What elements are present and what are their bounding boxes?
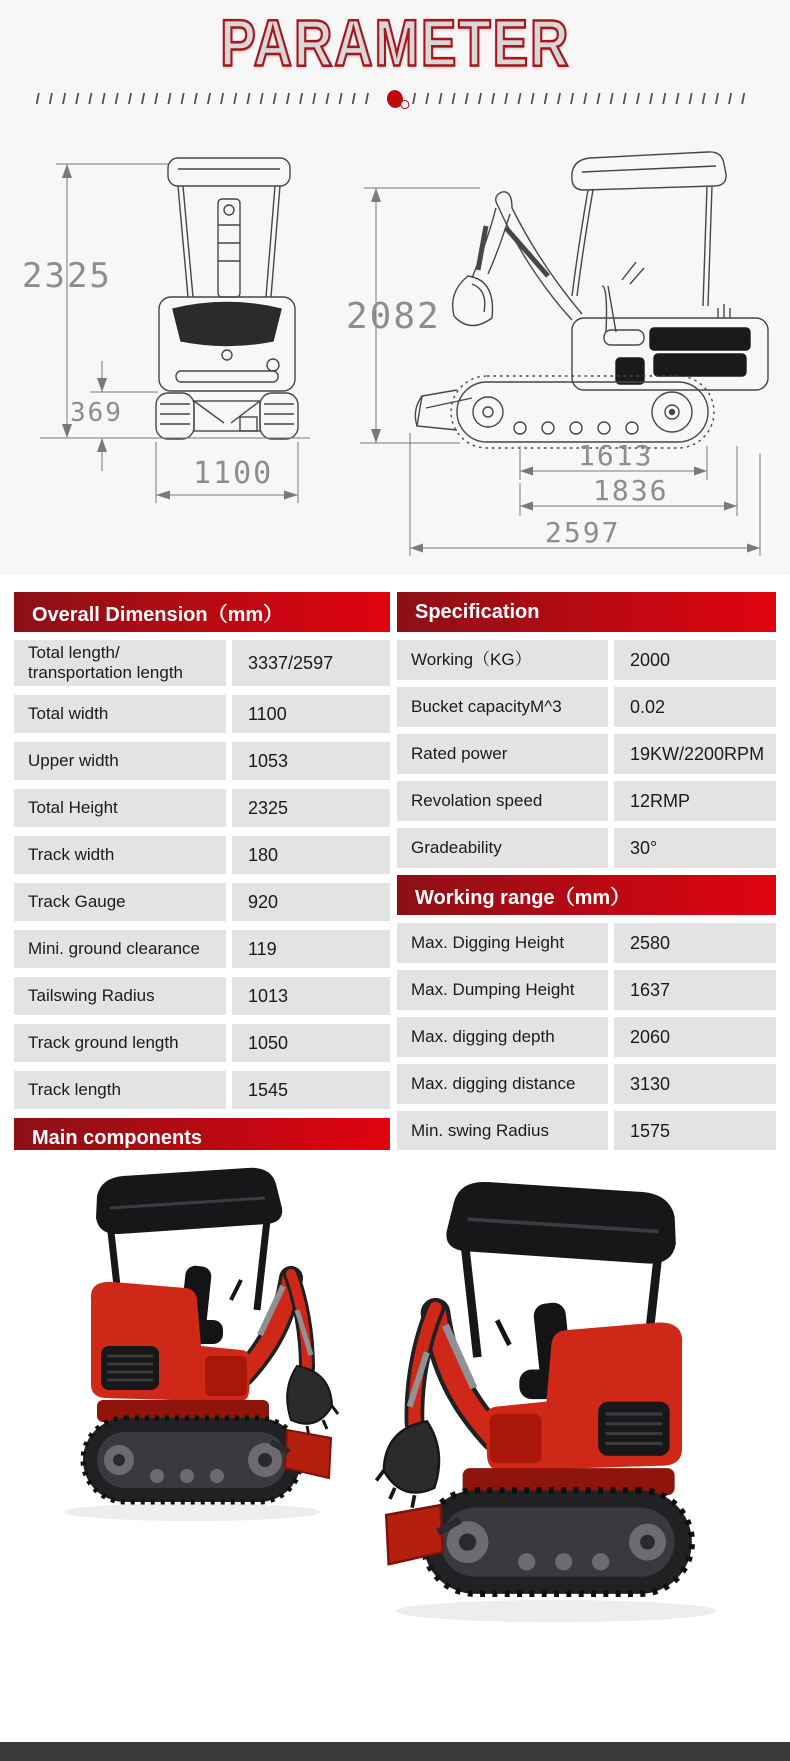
table-row <box>14 742 390 780</box>
table-row <box>14 1071 390 1109</box>
rear-view-drawing <box>10 125 320 525</box>
dim-label-total-height: 2325 <box>22 256 112 296</box>
table-row <box>397 828 776 868</box>
table-row <box>14 883 390 921</box>
slash-pattern-right: ////////////////////////// <box>412 90 755 108</box>
red-dot-icon <box>385 89 404 110</box>
spec-value: 1050 <box>232 1024 390 1062</box>
working-range-header: Working range（mm） <box>397 875 776 915</box>
excavator-illustration-mirrored <box>376 1182 716 1622</box>
table-row <box>14 789 390 827</box>
page-title: PARAMETER <box>219 5 571 80</box>
spec-value: 119 <box>232 930 390 968</box>
spec-label: Gradeability <box>397 828 608 868</box>
spec-value: 2325 <box>232 789 390 827</box>
table-row <box>397 781 776 821</box>
spec-value: 0.02 <box>614 687 776 727</box>
spec-label: Track Gauge <box>14 883 226 921</box>
table-row <box>14 640 390 686</box>
spec-value: 12RMP <box>614 781 776 821</box>
spec-label: Max. digging distance <box>397 1064 608 1104</box>
excavator-illustration <box>65 1168 338 1521</box>
table-row <box>397 734 776 774</box>
excavator-photo-right <box>350 1160 770 1690</box>
spec-label: Total Height <box>14 789 226 827</box>
table-row <box>397 1064 776 1104</box>
spec-label: Track ground length <box>14 1024 226 1062</box>
side-view-drawing <box>320 128 790 560</box>
spec-label: Mini. ground clearance <box>14 930 226 968</box>
spec-label: Total length/ transportation length <box>14 640 226 686</box>
dim-label-outer-length: 2597 <box>545 516 621 549</box>
spec-label: Min. swing Radius <box>397 1111 608 1151</box>
spec-value: 2580 <box>614 923 776 963</box>
spec-value: 1100 <box>232 695 390 733</box>
dim-label-lower-height: 369 <box>70 398 123 428</box>
dim-label-inner-length: 1613 <box>578 439 654 472</box>
table-row <box>397 1017 776 1057</box>
table-row <box>14 1024 390 1062</box>
spec-label: Tailswing Radius <box>14 977 226 1015</box>
dim-label-canopy-height: 2082 <box>346 296 441 337</box>
table-row <box>397 1111 776 1151</box>
spec-value: 3337/2597 <box>232 640 390 686</box>
spec-value: 1545 <box>232 1071 390 1109</box>
spec-label: Revolation speed <box>397 781 608 821</box>
spec-value: 19KW/2200RPM <box>614 734 776 774</box>
rear-view-machine <box>156 158 298 439</box>
spec-label: Rated power <box>397 734 608 774</box>
table-row <box>14 695 390 733</box>
product-photos <box>0 1150 790 1730</box>
spec-value: 1637 <box>614 970 776 1010</box>
slash-pattern-left: ////////////////////////// <box>35 90 378 108</box>
table-row <box>397 970 776 1010</box>
table-row <box>14 930 390 968</box>
spec-value: 2000 <box>614 640 776 680</box>
spec-label: Bucket capacityM^3 <box>397 687 608 727</box>
table-row <box>397 687 776 727</box>
spec-label: Working（KG） <box>397 640 608 680</box>
table-row <box>14 836 390 874</box>
table-row <box>397 923 776 963</box>
main-components-header: Main components <box>14 1118 390 1158</box>
specification-header: Specification <box>397 592 776 632</box>
spec-label: Total width <box>14 695 226 733</box>
spec-value: 180 <box>232 836 390 874</box>
spec-label: Max. Dumping Height <box>397 970 608 1010</box>
spec-value: 1013 <box>232 977 390 1015</box>
spec-label: Track length <box>14 1071 226 1109</box>
parameter-header <box>0 4 790 80</box>
bottom-divider-bar <box>0 1742 790 1761</box>
side-view-machine <box>415 152 768 448</box>
spec-label: Track width <box>14 836 226 874</box>
spec-label: Max. Digging Height <box>397 923 608 963</box>
table-row <box>397 640 776 680</box>
spec-label: Upper width <box>14 742 226 780</box>
spec-value: 920 <box>232 883 390 921</box>
table-row <box>14 977 390 1015</box>
spec-value: 2060 <box>614 1017 776 1057</box>
spec-value: 1053 <box>232 742 390 780</box>
excavator-photo-left <box>35 1150 345 1580</box>
dim-label-overall-width: 1100 <box>193 456 274 491</box>
spec-value: 30° <box>614 828 776 868</box>
spec-value: 1575 <box>614 1111 776 1151</box>
slash-divider <box>0 86 790 112</box>
overall-dimension-header: Overall Dimension（mm） <box>14 592 390 632</box>
spec-value: 3130 <box>614 1064 776 1104</box>
dim-label-middle-length: 1836 <box>593 474 669 507</box>
spec-label: Max. digging depth <box>397 1017 608 1057</box>
